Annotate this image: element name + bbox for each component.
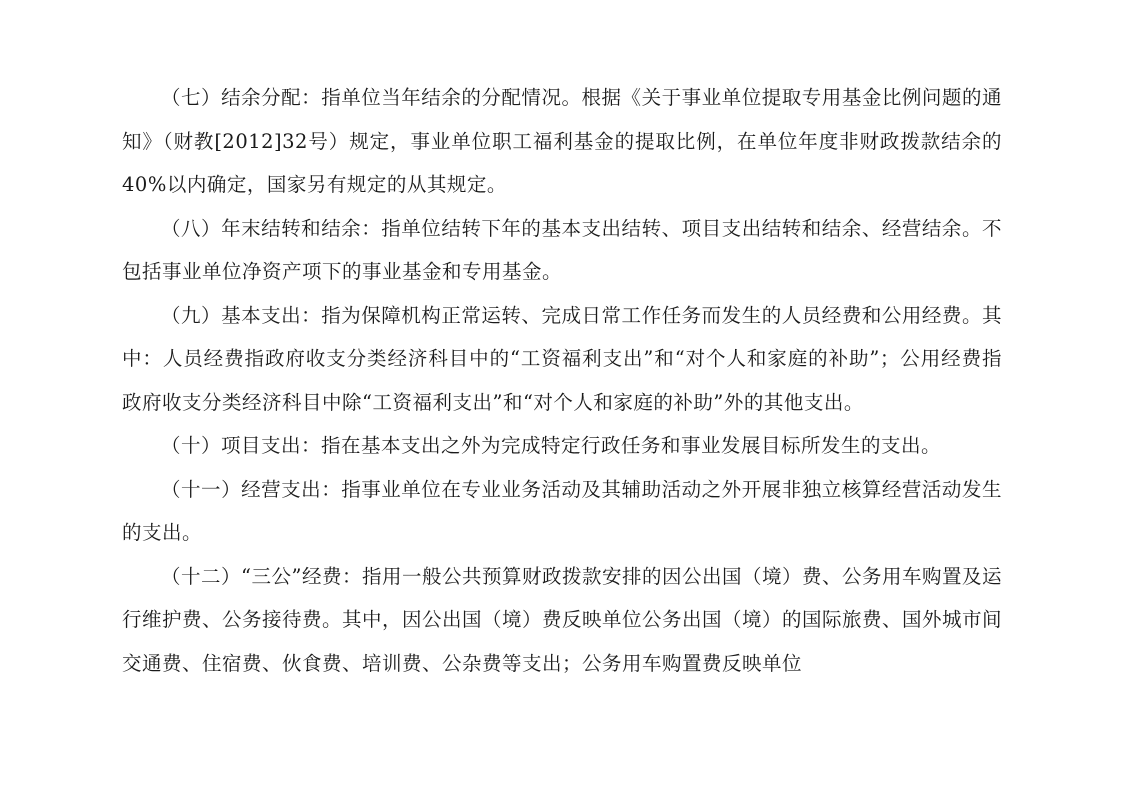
paragraph-surplus-distribution: （七）结余分配：指单位当年结余的分配情况。根据《关于事业单位提取专用基金比例问题的通知》（财教[2012]32号）规定，事业单位职工福利基金的提取比例，在单位年度非财政拨款结余的40%以内确定，国家另有规定的从其规定。 [122, 86, 1002, 196]
document-body [122, 76, 1002, 685]
paragraph-year-end-carryover: （八）年末结转和结余：指单位结转下年的基本支出结转、项目支出结转和结余、经营结余。不包括事业单位净资产项下的事业基金和专用基金。 [122, 216, 1002, 283]
paragraph-basic-expenditure: （九）基本支出：指为保障机构正常运转、完成日常工作任务而发生的人员经费和公用经费。其中：人员经费指政府收支分类经济科目中的“工资福利支出”和“对个人和家庭的补助”；公用经费指政府收支分类经济科目中除“工资福利支出”和“对个人和家庭的补助”外的其他支出。 [122, 303, 1002, 414]
paragraph-operating-expenditure: （十一）经营支出：指事业单位在专业业务活动及其辅助活动之外开展非独立核算经营活动发生的支出。 [122, 477, 1002, 544]
paragraph-three-public-expenses: （十二）“三公”经费：指用一般公共预算财政拨款安排的因公出国（境）费、公务用车购置及运行维护费、公务接待费。其中，因公出国（境）费反映单位公务出国（境）的国际旅费、国外城市间交通费、住宿费、伙食费、培训费、公杂费等支出；公务用车购置费反映单位 [122, 564, 1003, 675]
paragraph-project-expenditure: （十）项目支出：指在基本支出之外为完成特定行政任务和事业发展目标所发生的支出。 [161, 434, 942, 457]
